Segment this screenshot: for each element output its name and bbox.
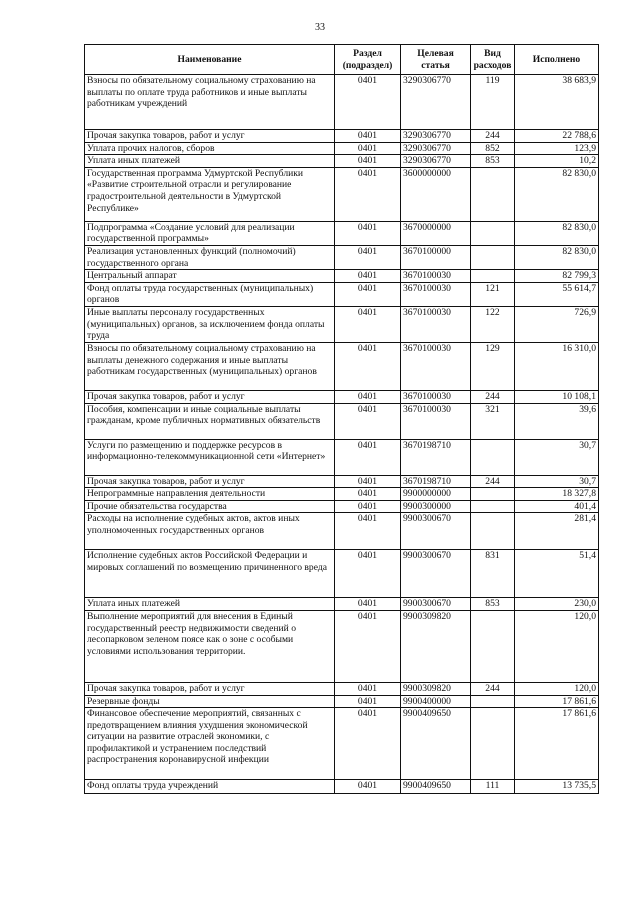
cell-done: 726,9 — [515, 306, 599, 342]
cell-done: 120,0 — [515, 610, 599, 682]
table-row — [85, 403, 599, 439]
cell-target: 9900000000 — [401, 488, 471, 501]
table-row — [85, 167, 599, 221]
cell-kind: 244 — [471, 682, 515, 695]
cell-section: 0401 — [335, 306, 401, 342]
cell-kind: 852 — [471, 142, 515, 155]
cell-name: Фонд оплаты труда государственных (муниципальных) органов — [85, 282, 335, 306]
cell-kind — [471, 270, 515, 283]
cell-target: 3290306770 — [401, 130, 471, 143]
table-row — [85, 342, 599, 390]
table-row — [85, 780, 599, 794]
header-name: Наименование — [85, 45, 335, 75]
cell-kind: 244 — [471, 390, 515, 403]
cell-done: 30,7 — [515, 475, 599, 488]
cell-name: Финансовое обеспечение мероприятий, связанных с предотвращением влияния ухудшения экономической ситуации на развитие отраслей экономики, с профилактикой и устранением последствий распространения коронавирусной инфекции — [85, 708, 335, 780]
table-row — [85, 488, 599, 501]
cell-target: 3600000000 — [401, 167, 471, 221]
cell-done: 10,2 — [515, 155, 599, 168]
table-row — [85, 475, 599, 488]
cell-section: 0401 — [335, 282, 401, 306]
cell-section: 0401 — [335, 390, 401, 403]
cell-target: 9900309820 — [401, 682, 471, 695]
table-row — [85, 306, 599, 342]
cell-section: 0401 — [335, 695, 401, 708]
cell-kind: 853 — [471, 598, 515, 611]
cell-name: Непрограммные направления деятельности — [85, 488, 335, 501]
cell-target: 9900300670 — [401, 598, 471, 611]
cell-target: 9900300670 — [401, 513, 471, 550]
table-row — [85, 439, 599, 475]
cell-kind: 129 — [471, 342, 515, 390]
cell-kind — [471, 610, 515, 682]
cell-done: 82 830,0 — [515, 221, 599, 245]
table-row — [85, 221, 599, 245]
cell-section: 0401 — [335, 500, 401, 513]
cell-target: 3290306770 — [401, 75, 471, 130]
table-row — [85, 155, 599, 168]
cell-name: Пособия, компенсации и иные социальные выплаты гражданам, кроме публичных нормативных обязательств — [85, 403, 335, 439]
cell-target: 3670100030 — [401, 403, 471, 439]
cell-name: Расходы на исполнение судебных актов, актов иных уполномоченных государственных органов — [85, 513, 335, 550]
cell-target: 9900300670 — [401, 550, 471, 598]
table-body — [85, 75, 599, 794]
cell-kind: 321 — [471, 403, 515, 439]
cell-done: 82 830,0 — [515, 245, 599, 269]
cell-kind: 244 — [471, 475, 515, 488]
cell-section: 0401 — [335, 475, 401, 488]
cell-section: 0401 — [335, 550, 401, 598]
cell-done: 120,0 — [515, 682, 599, 695]
table-row — [85, 610, 599, 682]
cell-section: 0401 — [335, 708, 401, 780]
cell-name: Прочие обязательства государства — [85, 500, 335, 513]
table-row — [85, 245, 599, 269]
header-kind: Вид расходов — [471, 45, 515, 75]
cell-kind: 121 — [471, 282, 515, 306]
cell-kind — [471, 500, 515, 513]
cell-kind — [471, 221, 515, 245]
cell-name: Прочая закупка товаров, работ и услуг — [85, 390, 335, 403]
cell-section: 0401 — [335, 270, 401, 283]
cell-done: 401,4 — [515, 500, 599, 513]
table-row — [85, 682, 599, 695]
page-number: 33 — [315, 22, 325, 33]
cell-name: Резервные фонды — [85, 695, 335, 708]
cell-target: 9900409650 — [401, 780, 471, 794]
cell-done: 82 799,3 — [515, 270, 599, 283]
cell-done: 82 830,0 — [515, 167, 599, 221]
cell-target: 9900300000 — [401, 500, 471, 513]
cell-done: 17 861,6 — [515, 708, 599, 780]
cell-name: Реализация установленных функций (полномочий) государственного органа — [85, 245, 335, 269]
cell-section: 0401 — [335, 130, 401, 143]
cell-target: 9900409650 — [401, 708, 471, 780]
cell-name: Выполнение мероприятий для внесения в Единый государственный реестр недвижимости сведений о лесопарковом зеленом поясе как о зоне с особыми условиями использования территории. — [85, 610, 335, 682]
table-row — [85, 142, 599, 155]
cell-name: Уплата прочих налогов, сборов — [85, 142, 335, 155]
cell-kind: 831 — [471, 550, 515, 598]
cell-done: 230,0 — [515, 598, 599, 611]
table-row — [85, 270, 599, 283]
cell-section: 0401 — [335, 439, 401, 475]
cell-done: 281,4 — [515, 513, 599, 550]
cell-section: 0401 — [335, 513, 401, 550]
cell-done: 10 108,1 — [515, 390, 599, 403]
cell-target: 3670100030 — [401, 282, 471, 306]
header-section: Раздел (подраздел) — [335, 45, 401, 75]
cell-kind: 111 — [471, 780, 515, 794]
table-row — [85, 598, 599, 611]
cell-done: 39,6 — [515, 403, 599, 439]
cell-name: Исполнение судебных актов Российской Федерации и мировых соглашений по возмещению причиненного вреда — [85, 550, 335, 598]
cell-name: Прочая закупка товаров, работ и услуг — [85, 130, 335, 143]
cell-name: Государственная программа Удмуртской Республики «Развитие строительной отрасли и регулирование градостроительной деятельности в Удмуртской Республике» — [85, 167, 335, 221]
cell-name: Взносы по обязательному социальному страхованию на выплаты по оплате труда работников и иные выплаты работникам учреждений — [85, 75, 335, 130]
cell-target: 3670100030 — [401, 270, 471, 283]
cell-done: 51,4 — [515, 550, 599, 598]
cell-section: 0401 — [335, 403, 401, 439]
cell-done: 22 788,6 — [515, 130, 599, 143]
cell-target: 3290306770 — [401, 155, 471, 168]
cell-section: 0401 — [335, 155, 401, 168]
cell-name: Подпрограмма «Создание условий для реализации государственной программы» — [85, 221, 335, 245]
cell-done: 18 327,8 — [515, 488, 599, 501]
cell-kind — [471, 488, 515, 501]
cell-target: 9900400000 — [401, 695, 471, 708]
cell-target: 3670198710 — [401, 475, 471, 488]
table-row — [85, 695, 599, 708]
table-row — [85, 282, 599, 306]
cell-target: 3670198710 — [401, 439, 471, 475]
budget-table — [84, 44, 599, 794]
cell-name: Центральный аппарат — [85, 270, 335, 283]
cell-target: 3290306770 — [401, 142, 471, 155]
cell-section: 0401 — [335, 75, 401, 130]
cell-done: 13 735,5 — [515, 780, 599, 794]
cell-done: 55 614,7 — [515, 282, 599, 306]
cell-target: 9900309820 — [401, 610, 471, 682]
cell-done: 30,7 — [515, 439, 599, 475]
cell-section: 0401 — [335, 142, 401, 155]
cell-done: 38 683,9 — [515, 75, 599, 130]
cell-section: 0401 — [335, 167, 401, 221]
cell-kind — [471, 695, 515, 708]
cell-name: Прочая закупка товаров, работ и услуг — [85, 682, 335, 695]
cell-done: 17 861,6 — [515, 695, 599, 708]
cell-target: 3670100000 — [401, 245, 471, 269]
cell-done: 16 310,0 — [515, 342, 599, 390]
cell-kind: 119 — [471, 75, 515, 130]
cell-name: Иные выплаты персоналу государственных (муниципальных) органов, за исключением фонда оплаты труда — [85, 306, 335, 342]
cell-section: 0401 — [335, 780, 401, 794]
cell-name: Прочая закупка товаров, работ и услуг — [85, 475, 335, 488]
cell-section: 0401 — [335, 488, 401, 501]
cell-kind: 244 — [471, 130, 515, 143]
table-row — [85, 513, 599, 550]
header-done: Исполнено — [515, 45, 599, 75]
cell-kind — [471, 167, 515, 221]
cell-section: 0401 — [335, 245, 401, 269]
table-row — [85, 550, 599, 598]
cell-target: 3670100030 — [401, 390, 471, 403]
cell-kind — [471, 245, 515, 269]
cell-done: 123,9 — [515, 142, 599, 155]
table-row — [85, 500, 599, 513]
cell-name: Уплата иных платежей — [85, 155, 335, 168]
cell-section: 0401 — [335, 342, 401, 390]
table-row — [85, 75, 599, 130]
cell-kind — [471, 708, 515, 780]
cell-section: 0401 — [335, 221, 401, 245]
cell-target: 3670000000 — [401, 221, 471, 245]
cell-section: 0401 — [335, 610, 401, 682]
table-header-row — [85, 45, 599, 75]
cell-target: 3670100030 — [401, 342, 471, 390]
cell-kind: 853 — [471, 155, 515, 168]
cell-name: Уплата иных платежей — [85, 598, 335, 611]
table-row — [85, 708, 599, 780]
cell-name: Взносы по обязательному социальному страхованию на выплаты денежного содержания и иные выплаты работникам государственных (муниципальных) органов — [85, 342, 335, 390]
cell-name: Услуги по размещению и поддержке ресурсов в информационно-телекоммуникационной сети «Интернет» — [85, 439, 335, 475]
cell-target: 3670100030 — [401, 306, 471, 342]
cell-kind — [471, 513, 515, 550]
header-target: Целевая статья — [401, 45, 471, 75]
cell-kind — [471, 439, 515, 475]
cell-section: 0401 — [335, 682, 401, 695]
cell-section: 0401 — [335, 598, 401, 611]
cell-kind: 122 — [471, 306, 515, 342]
cell-name: Фонд оплаты труда учреждений — [85, 780, 335, 794]
table-row — [85, 390, 599, 403]
table-row — [85, 130, 599, 143]
